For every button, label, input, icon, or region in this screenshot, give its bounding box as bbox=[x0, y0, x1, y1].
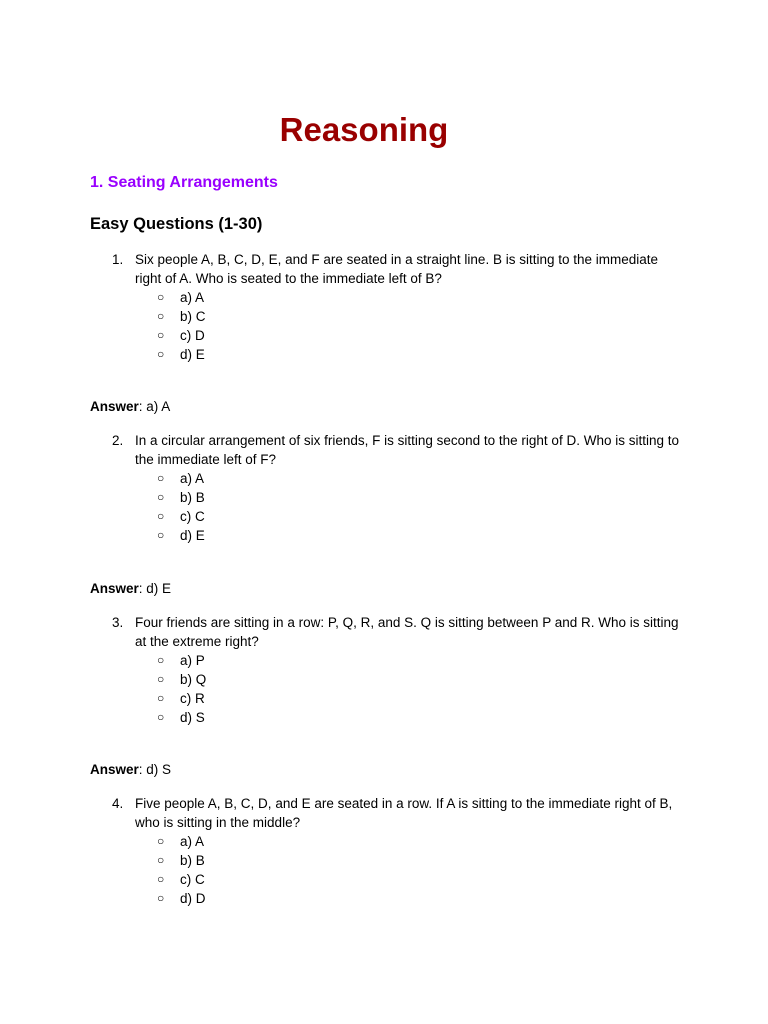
answer-3 bbox=[90, 760, 171, 779]
option-text: d) S bbox=[180, 710, 205, 725]
hollow-circle-bullet-icon: ○ bbox=[157, 471, 165, 485]
hollow-circle-bullet-icon: ○ bbox=[157, 853, 165, 867]
option-text: d) D bbox=[180, 891, 206, 906]
option-text: d) E bbox=[180, 528, 205, 543]
answer-label: Answer bbox=[90, 762, 139, 777]
option-item bbox=[0, 832, 300, 851]
option-item bbox=[0, 670, 300, 689]
hollow-circle-bullet-icon: ○ bbox=[157, 328, 165, 342]
question-number: 2. bbox=[112, 433, 124, 448]
option-text: a) P bbox=[180, 653, 205, 668]
option-item bbox=[0, 870, 300, 889]
hollow-circle-bullet-icon: ○ bbox=[157, 290, 165, 304]
option-item bbox=[0, 851, 300, 870]
option-item bbox=[0, 689, 300, 708]
option-item bbox=[0, 326, 300, 345]
option-text: b) C bbox=[180, 309, 206, 324]
option-item bbox=[0, 345, 300, 364]
hollow-circle-bullet-icon: ○ bbox=[157, 891, 165, 905]
options-list bbox=[0, 651, 300, 727]
option-text: c) D bbox=[180, 328, 205, 343]
option-text: c) C bbox=[180, 872, 205, 887]
section-heading: 1. Seating Arrangements bbox=[90, 174, 278, 191]
option-item bbox=[0, 469, 300, 488]
option-item bbox=[0, 526, 300, 545]
hollow-circle-bullet-icon: ○ bbox=[157, 528, 165, 542]
option-text: a) A bbox=[180, 834, 205, 849]
hollow-circle-bullet-icon: ○ bbox=[157, 309, 165, 323]
answer-value: : a) A bbox=[138, 399, 171, 414]
answer-label: Answer bbox=[90, 581, 139, 596]
option-text: a) A bbox=[180, 290, 205, 305]
option-text: c) C bbox=[180, 509, 205, 524]
option-text: a) A bbox=[180, 471, 205, 486]
answer-1 bbox=[90, 397, 170, 416]
answer-2 bbox=[90, 579, 171, 598]
question-text: Four friends are sitting in a row: P, Q, R, and S. Q is sitting between P and R. Who is sitting at the extreme right? bbox=[135, 615, 679, 649]
hollow-circle-bullet-icon: ○ bbox=[157, 691, 165, 705]
option-item bbox=[0, 307, 300, 326]
hollow-circle-bullet-icon: ○ bbox=[157, 347, 165, 361]
option-item bbox=[0, 651, 300, 670]
answer-value: : d) E bbox=[138, 581, 172, 596]
option-text: d) E bbox=[180, 347, 205, 362]
option-item bbox=[0, 708, 300, 727]
option-text: b) Q bbox=[180, 672, 207, 687]
hollow-circle-bullet-icon: ○ bbox=[157, 509, 165, 523]
options-list bbox=[0, 832, 300, 908]
question-text: In a circular arrangement of six friends, F is sitting second to the right of D. Who is sitting to the immediate left of F? bbox=[135, 433, 679, 467]
hollow-circle-bullet-icon: ○ bbox=[157, 834, 165, 848]
hollow-circle-bullet-icon: ○ bbox=[157, 672, 165, 686]
answer-label: Answer bbox=[90, 399, 139, 414]
hollow-circle-bullet-icon: ○ bbox=[157, 872, 165, 886]
answer-value: : d) S bbox=[138, 762, 172, 777]
question-text: Five people A, B, C, D, and E are seated in a row. If A is sitting to the immediate right of B, who is sitting in the middle? bbox=[135, 796, 673, 830]
options-list bbox=[0, 469, 300, 545]
hollow-circle-bullet-icon: ○ bbox=[157, 710, 165, 724]
options-list bbox=[0, 288, 300, 364]
document-title: Reasoning bbox=[279, 111, 449, 148]
question-text: Six people A, B, C, D, E, and F are seated in a straight line. B is sitting to the immediate right of A. Who is seated to the immediate left of B? bbox=[135, 252, 659, 286]
question-number: 1. bbox=[112, 252, 124, 267]
question-number: 4. bbox=[112, 796, 124, 811]
option-text: c) R bbox=[180, 691, 205, 706]
option-item bbox=[0, 488, 300, 507]
option-item bbox=[0, 889, 300, 908]
option-item bbox=[0, 288, 300, 307]
question-number: 3. bbox=[112, 615, 124, 630]
option-text: b) B bbox=[180, 853, 205, 868]
option-text: b) B bbox=[180, 490, 205, 505]
hollow-circle-bullet-icon: ○ bbox=[157, 490, 165, 504]
option-item bbox=[0, 507, 300, 526]
hollow-circle-bullet-icon: ○ bbox=[157, 653, 165, 667]
sub-heading: Easy Questions (1-30) bbox=[90, 215, 263, 233]
